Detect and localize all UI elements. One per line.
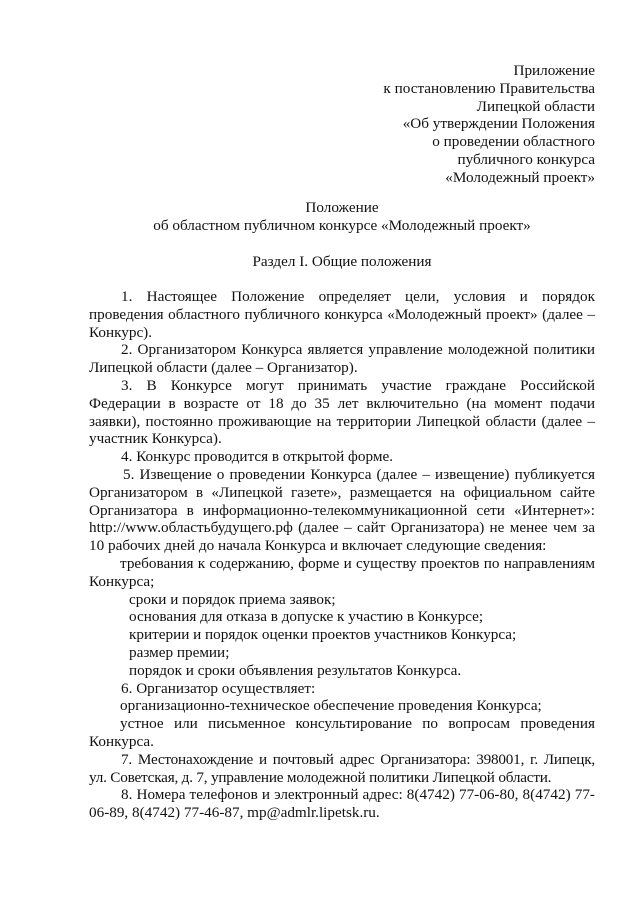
list-item-5-4: критерии и порядок оценки проектов участников Конкурса;	[129, 626, 517, 644]
list-item-5-5: размер премии;	[129, 643, 230, 661]
document-title	[89, 199, 595, 235]
title-line-1: Положение	[305, 199, 379, 216]
title-line-2: об областном публичном конкурсе «Молодежный проект»	[153, 216, 531, 234]
appendix-line: Липецкой области	[476, 97, 595, 115]
paragraph-7: 7. Местонахождение и почтовый адрес Организатора: 398001, г. Липецк, ул. Советская, д. 7, управление молодежной политики Липецкой области.	[89, 750, 595, 786]
appendix-block	[355, 62, 595, 187]
paragraph-8: 8. Номера телефонов и электронный адрес: 8(4742) 77-06-80, 8(4742) 77-06-89, 8(4742) 77-46-87, mp@admlr.lipetsk.ru.	[89, 786, 595, 822]
paragraph-4: 4. Конкурс проводится в открытой форме.	[121, 448, 393, 466]
appendix-line: о проведении областного	[432, 133, 595, 151]
list-item-6-1: организационно-техническое обеспечение проведения Конкурса;	[120, 697, 542, 715]
appendix-line: публичного конкурса	[457, 150, 595, 168]
document-body	[89, 288, 595, 822]
paragraph-2: 2. Организатором Конкурса является управление молодежной политики Липецкой области (далее – Организатор).	[89, 341, 595, 377]
appendix-line: «Об утверждении Положения	[402, 115, 595, 133]
appendix-line: «Молодежный проект»	[445, 168, 595, 186]
list-item-5-6: порядок и сроки объявления результатов Конкурса.	[129, 661, 462, 679]
paragraph-1: 1. Настоящее Положение определяет цели, условия и порядок проведения областного публичного конкурса «Молодежный проект» (далее – Конкурс).	[89, 288, 595, 341]
list-item-5-3: основания для отказа в допуске к участию в Конкурсе;	[129, 608, 484, 626]
appendix-line: Приложение	[513, 62, 595, 79]
paragraph-3: 3. В Конкурсе могут принимать участие граждане Российской Федерации в возрасте от 18 до 35 лет включительно (на момент подачи заявки), постоянно проживающие на территории Липецкой области (далее – участник Конкурса).	[89, 376, 595, 448]
appendix-line: к постановлению Правительства	[383, 79, 595, 97]
paragraph-6: 6. Организатор осуществляет:	[121, 679, 316, 697]
paragraph-5: 5. Извещение о проведении Конкурса (далее – извещение) публикуется Организатором в «Липецкой газете», размещается на официальном сайте Организатора в информационно-телекоммуникационной сети «Интернет»: http://www.областьбудущего.рф (далее – сайт Организатора) не менее чем за 10 рабочих дней до начала Конкурса и включает следующие сведения:	[89, 465, 595, 555]
section-heading: Раздел I. Общие положения	[252, 253, 432, 270]
list-item-5-1: требования к содержанию, форме и существу проектов по направлениям Конкурса;	[89, 554, 595, 590]
list-item-6-2: устное или письменное консультирование по вопросам проведения Конкурса.	[89, 715, 595, 750]
list-item-5-2: сроки и порядок приема заявок;	[129, 590, 336, 608]
